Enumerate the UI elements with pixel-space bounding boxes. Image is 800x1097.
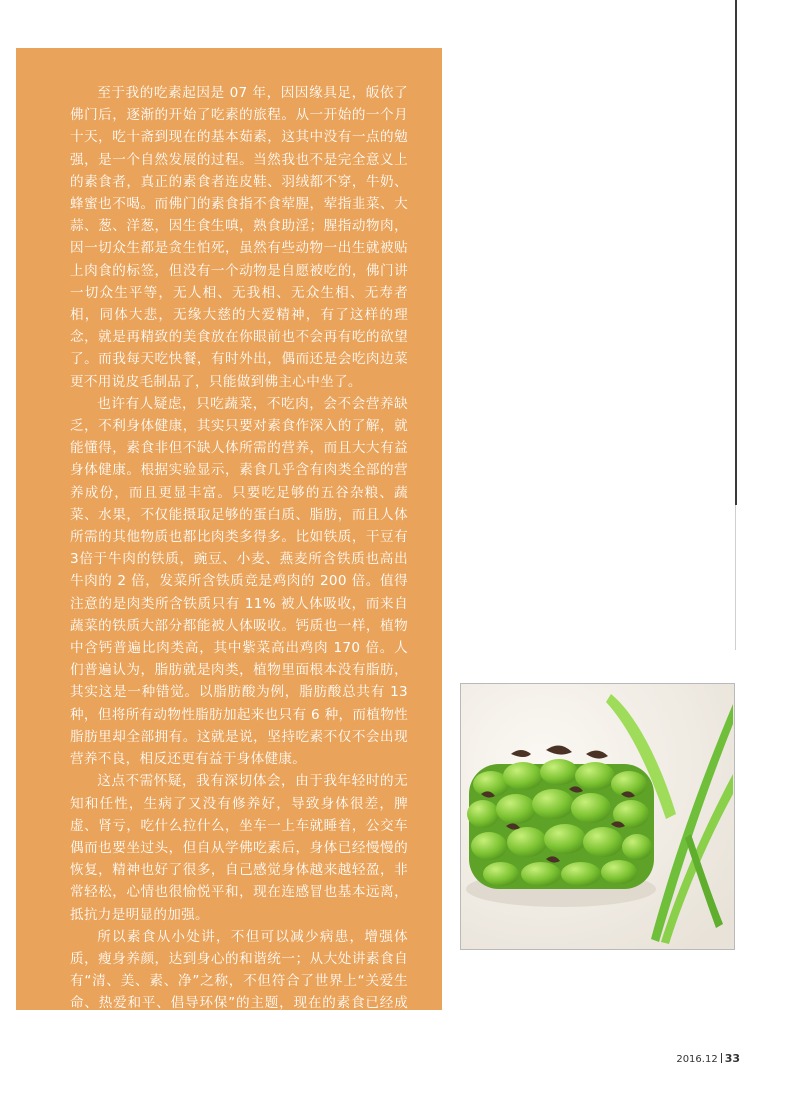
footer-separator xyxy=(721,1053,722,1063)
page-footer xyxy=(650,1052,740,1065)
issue-date: 2016.12 xyxy=(676,1054,718,1065)
article-paragraph-2: 也许有人疑虑，只吃蔬菜，不吃肉，会不会营养缺乏，不利身体健康，其实只要对素食作深入的了解，就能懂得，素食非但不缺人体所需的营养，而且大大有益身体健康。根据实验显示，素食几乎含有肉类全部的营养成份，而且更显丰富。只要吃足够的五谷杂粮、蔬菜、水果，不仅能摄取足够的蛋白质、脂肪，而且人体所需的其他物质也都比肉类多得多。比如铁质，干豆有3倍于牛肉的铁质，豌豆、小麦、燕麦所含铁质也高出牛肉的 2 倍，发菜所含铁质竞是鸡肉的 200 倍。值得注意的是肉类所含铁质只有 11% 被人体吸收，而来自蔬菜的铁质大部分都能被人体吸收。钙质也一样，植物中含钙普遍比肉类高，其中紫菜高出鸡肉 170 倍。人们普遍认为，脂肪就是肉类，植物里面根本没有脂肪，其实这是一种错觉。以脂肪酸为例，脂肪酸总共有 13 种，但将所有动物性脂肪加起来也只有 6 种，而植物性脂肪里却全部拥有。这就是说，坚持吃素不仅不会出现营养不良，相反还更有益于身体健康。 xyxy=(70,395,408,768)
page-edge-rule-light xyxy=(735,505,736,650)
article-paragraph-1: 至于我的吃素起因是 07 年，因因缘具足，皈依了佛门后，逐渐的开始了吃素的旅程。从一开始的一个月十天，吃十斋到现在的基本茹素，这其中没有一点的勉强，是一个自然发展的过程。当然我也不是完全意义上的素食者，真正的素食者连皮鞋、羽绒都不穿，牛奶、蜂蜜也不喝。而佛门的素食指不食荤腥，荤指韭菜、大蒜、葱、洋葱，因生食生嗔，熟食助淫；腥指动物肉，因一切众生都是贪生怕死，虽然有些动物一出生就被贴上肉食的标签，但没有一个动物是自愿被吃的，佛门讲一切众生平等，无人相、无我相、无众生相、无寿者相，同体大悲，无缘大慈的大爱精神，有了这样的理念，就是再精致的美食放在你眼前也不会再有吃的欲望了。而我每天吃快餐，有时外出，偶而还是会吃肉边菜更不用说皮毛制品了，只能做到佛主心中坐了。 xyxy=(70,85,408,390)
food-photo xyxy=(460,683,735,950)
green-bean-dish-illustration xyxy=(461,684,734,949)
page-number: 33 xyxy=(724,1052,740,1065)
article-body xyxy=(70,82,408,1081)
page-edge-rule xyxy=(735,0,737,505)
article-paragraph-3: 这点不需怀疑，我有深切体会，由于我年轻时的无知和任性，生病了又没有修养好，导致身体很差，脾虚、肾亏，吃什么拉什么，坐车一上车就睡着，公交车偶而也要坐过头，但自从学佛吃素后，身体已经慢慢的恢复，精神也好了很多，自己感觉身体越来越轻盈，非常轻松，心情也很愉悦平和，现在连感冒也基本远离，抵抗力是明显的加强。 xyxy=(70,773,408,923)
article-paragraph-4: 所以素食从小处讲，不但可以减少病患，增强体质，瘦身养颜，达到身心的和谐统一；从大处讲素食自有“清、美、素、净”之称，不但符合了世界上“关爱生命、热爱和平、倡导环保”的主题，现在的素食已经成为超越宗教意义的一种时尚和风气。相信，随着人们对素食对人类健康了解的深入，会有更多的人加入素食的队伍中来！ xyxy=(70,928,408,1078)
